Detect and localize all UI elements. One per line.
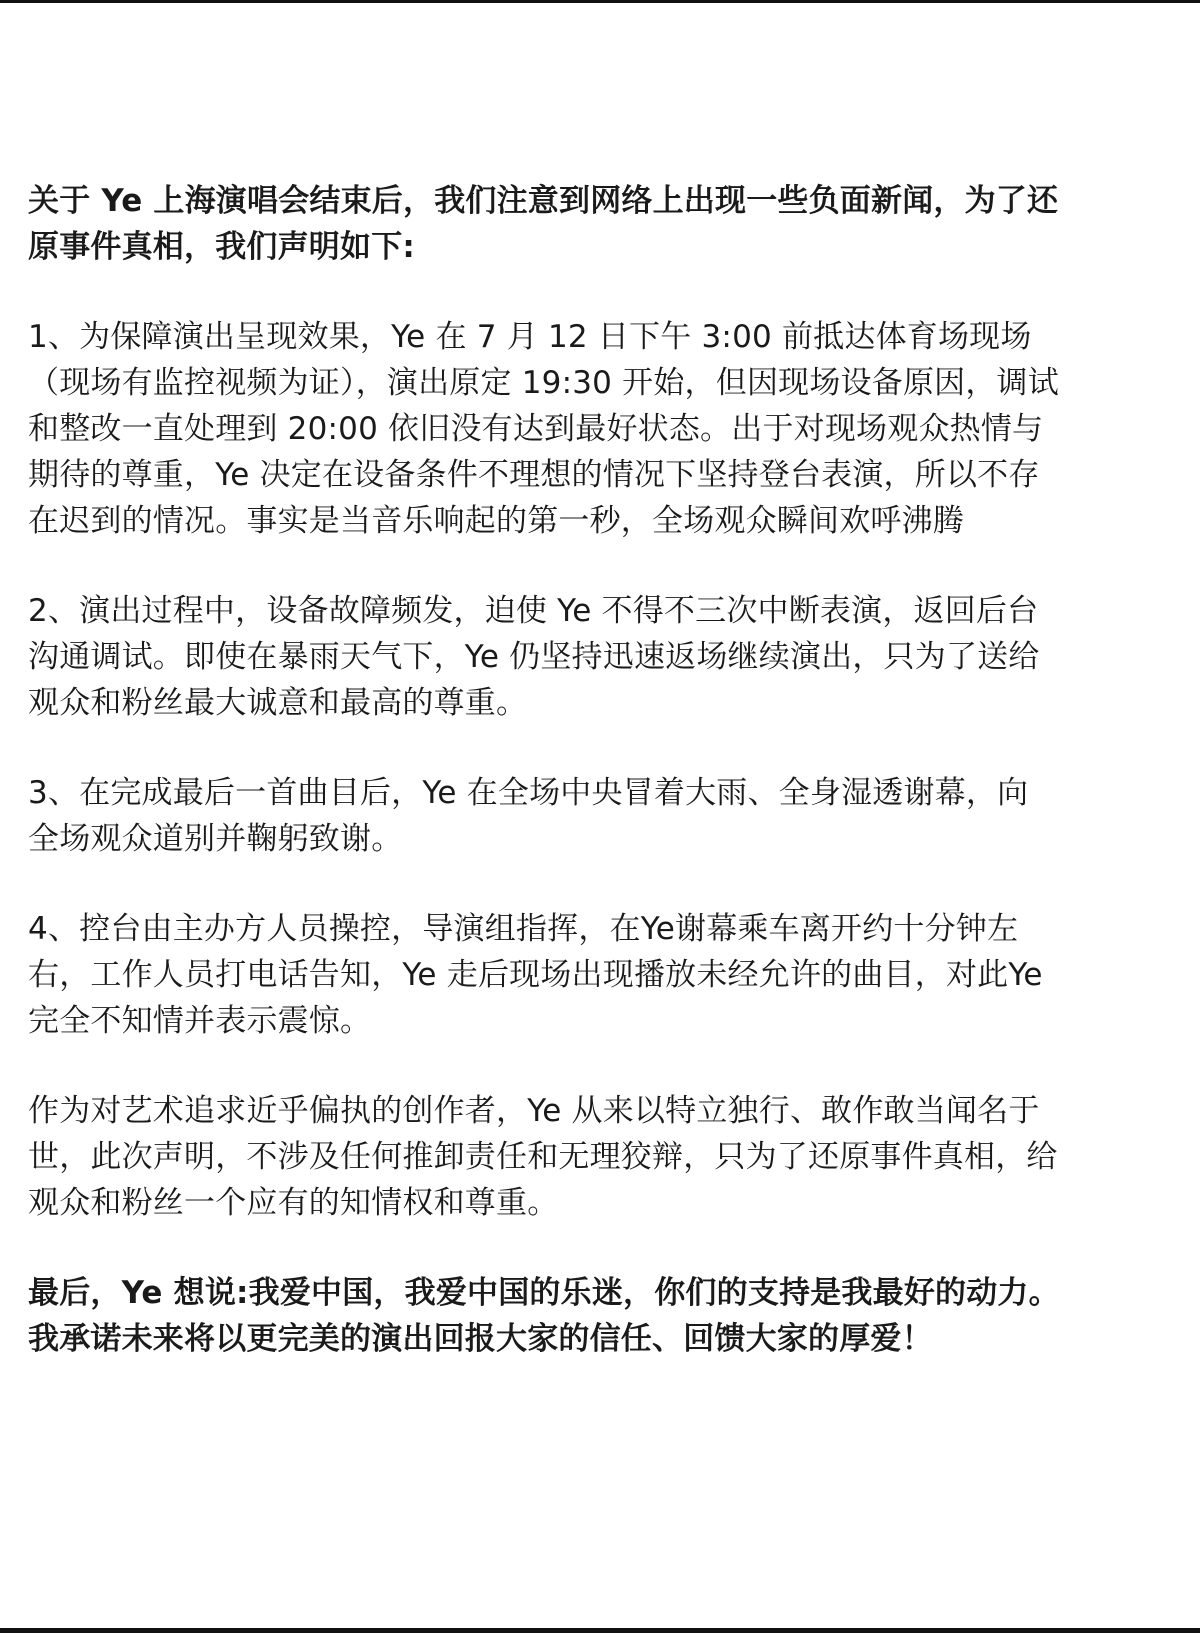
statement-artist-note: 作为对艺术追求近乎偏执的创作者，Ye 从来以特立独行、敢作敢当闻名于 世，此次声明，不涉及任何推卸责任和无理狡辩，只为了还原事件真相，给 观众和粉丝一个应有的知情权和尊重。: [28, 1093, 1058, 1221]
statement-closing: 最后，Ye 想说:我爱中国，我爱中国的乐迷，你们的支持是我最好的动力。 我承诺未来将以更完美的演出回报大家的信任、回馈大家的厚爱！: [28, 1275, 1060, 1357]
paragraph-gap: [28, 544, 1168, 588]
paragraph-gap: [28, 1044, 1168, 1088]
top-border: [0, 0, 1200, 3]
paragraph-gap: [28, 862, 1168, 906]
paragraph-gap: [28, 270, 1168, 314]
statement-intro: 关于 Ye 上海演唱会结束后，我们注意到网络上出现一些负面新闻，为了还 原事件真相，我们声明如下:: [28, 183, 1059, 265]
statement-point-1: 1、为保障演出呈现效果，Ye 在 7 月 12 日下午 3:00 前抵达体育场现场 （现场有监控视频为证），演出原定 19:30 开始，但因现场设备原因，调试 和整改一直处理到 20:00 依旧没有达到最好状态。出于对现场观众热情与 期待的尊重，Ye 决定在设备条件不理想的情况下坚持登台表演，所以不存 在迟到的情况。事实是当音乐响起的第一秒，全场观众瞬间欢呼沸腾: [28, 319, 1059, 539]
statement-point-2: 2、演出过程中，设备故障频发，迫使 Ye 不得不三次中断表演，返回后台 沟通调试。即使在暴雨天气下，Ye 仍坚持迅速返场继续演出，只为了送给 观众和粉丝最大诚意和最高的尊重。: [28, 593, 1040, 721]
bottom-border: [0, 1628, 1200, 1633]
statement-body: [28, 178, 1168, 1362]
statement-point-4: 4、控台由主办方人员操控，导演组指挥，在Ye谢幕乘车离开约十分钟左 右，工作人员打电话告知，Ye 走后现场出现播放未经允许的曲目，对此Ye 完全不知情并表示震惊。: [28, 911, 1043, 1039]
paragraph-gap: [28, 1226, 1168, 1270]
paragraph-gap: [28, 726, 1168, 770]
statement-point-3: 3、在完成最后一首曲目后，Ye 在全场中央冒着大雨、全身湿透谢幕，向 全场观众道别并鞠躬致谢。: [28, 775, 1029, 857]
